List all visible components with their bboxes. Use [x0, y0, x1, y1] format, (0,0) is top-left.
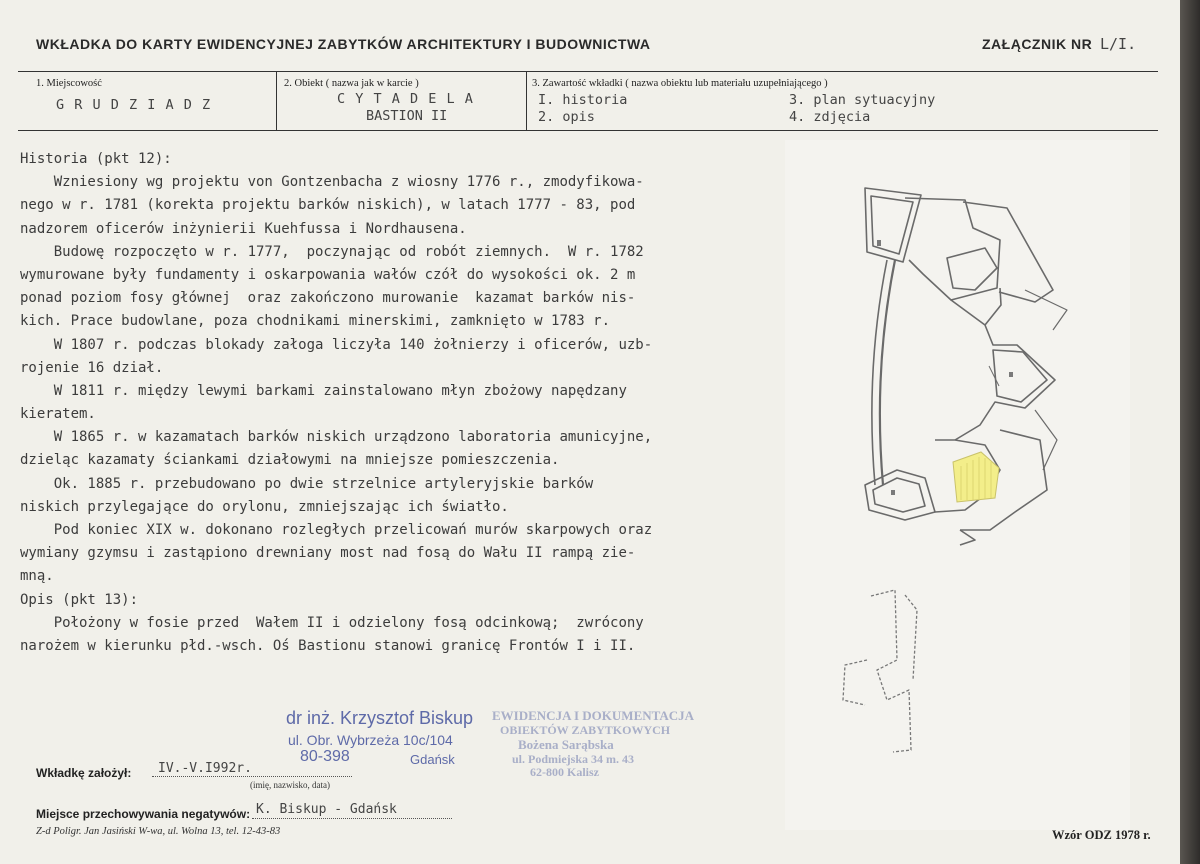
body-line: mną.	[20, 568, 54, 585]
object-value-name: C Y T A D E L A	[337, 91, 474, 107]
form-code: Wzór ODZ 1978 r.	[1052, 828, 1151, 842]
founded-label: Wkładkę założył:	[36, 766, 132, 780]
office-stamp-line3: Bożena Sarąbska	[518, 737, 614, 752]
place-value: G R U D Z I A D Z	[56, 97, 212, 113]
body-line: kich. Prace budowlane, poza chodnikami minerskimi, zamknięto w 1783 r.	[20, 313, 611, 330]
author-stamp-city: Gdańsk	[410, 752, 455, 767]
content-item-2: 2. opis	[538, 109, 595, 125]
body-line: rojenie 16 dział.	[20, 359, 164, 376]
printer-note: Z-d Poligr. Jan Jasiński W-wa, ul. Wolna 13, tel. 12-43-83	[36, 826, 281, 837]
body-line: narożem w kierunku płd.-wsch. Oś Bastionu stanowi granicę Frontów I i II.	[20, 637, 636, 654]
body-line: Historia (pkt 12):	[20, 151, 172, 167]
body-line: kieratem.	[20, 406, 96, 423]
highlighted-casemate	[953, 452, 999, 502]
content-item-4: 4. zdjęcia	[789, 109, 871, 125]
negatives-value: K. Biskup - Gdańsk	[256, 802, 397, 817]
office-stamp-line2: OBIEKTÓW ZABYTKOWYCH	[500, 723, 671, 737]
header-divider-1	[276, 72, 277, 130]
body-line: Budowę rozpoczęto w r. 1777, poczynając od robót ziemnych. W r. 1782	[20, 243, 644, 260]
negatives-label: Miejsce przechowywania negatywów:	[36, 807, 251, 821]
office-stamp-line5: 62-800 Kalisz	[530, 765, 599, 779]
object-value-sub: BASTION II	[366, 108, 448, 124]
header-divider-2	[526, 72, 527, 130]
office-stamp-line1: EWIDENCJA I DOKUMENTACJA	[492, 708, 694, 723]
attachment-number: L/I.	[1100, 35, 1137, 53]
body-line: Położony w fosie przed Wałem II i odzielony fosą odcinkową; zwrócony	[20, 614, 644, 631]
site-plan	[785, 140, 1130, 830]
founded-dotted-line	[152, 776, 352, 777]
body-line: nadzorem oficerów inżynierii Kuehfussa i Nordhausena.	[20, 220, 467, 237]
object-label: 2. Obiekt ( nazwa jak w karcie )	[284, 78, 419, 89]
scan-edge	[1180, 0, 1200, 864]
form-title: WKŁADKA DO KARTY EWIDENCYJNEJ ZABYTKÓW ARCHITEKTURY I BUDOWNICTWA	[36, 36, 651, 52]
negatives-dotted-line	[252, 818, 452, 819]
body-line: ponad poziom fosy głównej oraz zakończono murowanie kazamat barków nis-	[20, 290, 636, 307]
bastion-plan-drawing	[785, 140, 1130, 830]
body-line: wymiany gzymsu i zastąpiono drewniany most nad fosą do Wału II rampą zie-	[20, 545, 636, 562]
founded-hint: (imię, nazwisko, data)	[250, 780, 330, 790]
content-label: 3. Zawartość wkładki ( nazwa obiektu lub materiału uzupełniającego )	[532, 78, 828, 89]
body-text	[20, 148, 780, 658]
body-line: Pod koniec XIX w. dokonano rozległych przelicowań murów skarpowych oraz	[20, 522, 653, 538]
body-line: Wzniesiony wg projektu von Gontzenbacha z wiosny 1776 r., zmodyfikowa-	[20, 174, 644, 191]
body-line: wymurowane były fundamenty i oskarpowania wałów czół do wysokości ok. 2 m	[20, 266, 636, 283]
author-stamp-address: ul. Obr. Wybrzeża 10c/104	[288, 732, 453, 748]
content-item-3: 3. plan sytuacyjny	[789, 92, 936, 108]
place-label: 1. Miejscowość	[36, 78, 102, 89]
body-line: Ok. 1885 r. przebudowano po dwie strzelnice artyleryjskie barków	[20, 475, 594, 492]
office-stamp-line4: ul. Podmiejska 34 m. 43	[512, 752, 635, 766]
body-line: dzieląc kazamaty ściankami działowymi na mniejsze pomieszczenia.	[20, 452, 560, 469]
author-stamp-postcode: 80-398	[300, 748, 350, 765]
body-line: W 1865 r. w kazamatach barków niskich urządzono laboratoria amunicyjne,	[20, 429, 653, 446]
body-line: Opis (pkt 13):	[20, 591, 139, 608]
header-rule-bottom	[18, 130, 1158, 131]
content-item-1: I. historia	[538, 92, 628, 108]
body-line: nego w r. 1781 (korekta projektu barków niskich), w latach 1777 - 83, pod	[20, 197, 636, 214]
attachment-label: ZAŁĄCZNIK NR	[982, 36, 1093, 52]
author-stamp-name: dr inż. Krzysztof Biskup	[286, 708, 474, 728]
founded-value: IV.-V.I992r.	[158, 761, 252, 776]
body-line: W 1811 r. między lewymi barkami zainstalowano młyn zbożowy napędzany	[20, 382, 627, 399]
header-rule-top	[18, 71, 1158, 72]
body-line: W 1807 r. podczas blokady załoga liczyła 140 żołnierzy i oficerów, uzb-	[20, 336, 653, 353]
body-line: niskich przylegające do orylonu, zmniejszając ich światło.	[20, 498, 509, 515]
